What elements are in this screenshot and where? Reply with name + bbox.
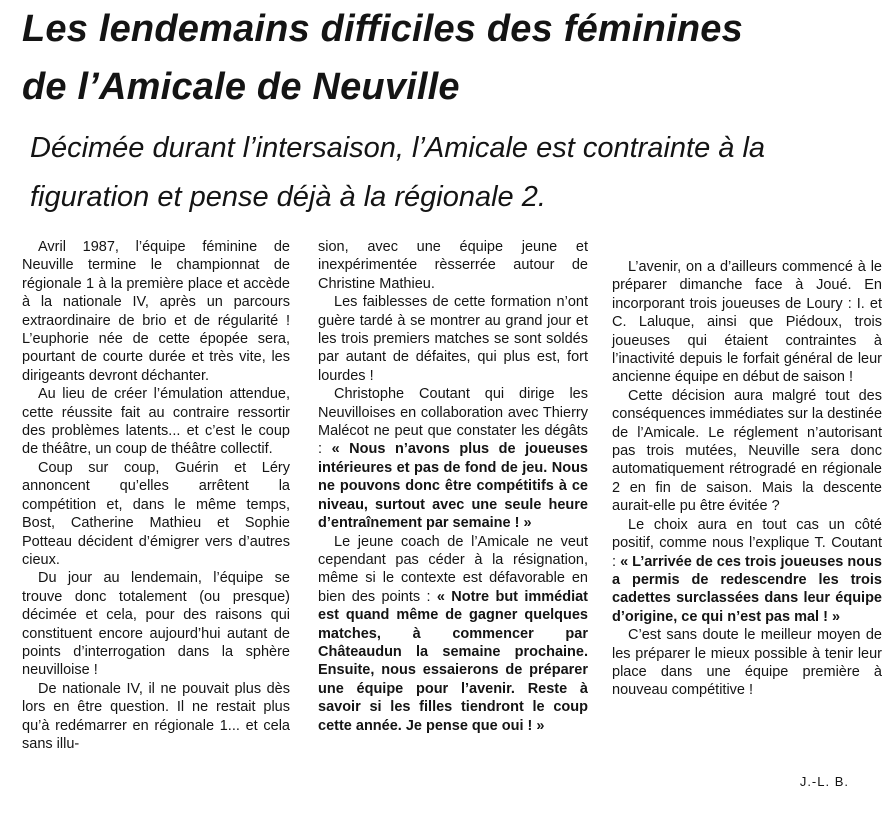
subheadline bbox=[30, 124, 880, 222]
paragraph: Avril 1987, l’équipe féminine de Neuville termine le championnat de régionale 1 à la première place et accède à la nationale IV, après un parcours extraordinaire de brio et de régularité ! L’euphorie née de cette épopée sera, pourtant de courte durée et très vite, les dirigeants devront déchanter. bbox=[22, 239, 290, 384]
paragraph: sion, avec une équipe jeune et inexpérimentée rèsserrée autour de Christine Mathieu. bbox=[318, 239, 588, 292]
paragraph bbox=[612, 516, 882, 626]
paragraph bbox=[318, 533, 588, 735]
paragraph: L’avenir, on a d’ailleurs commencé à le préparer dimanche face à Joué. En incorporant trois joueuses de Loury : I. et C. Laluque, ainsi que Piédoux, trois joueuses qui étaient contraintes à l’inactivité depuis le forfait général de leur ancienne équipe en début de saison ! bbox=[612, 259, 882, 386]
coach-quote: « Nous n’avons plus de joueuses intérieures et pas de fond de jeu. Nous ne pouvons donc être compétitifs à ce niveau, surtout avec une seule heure d’entraînement par semaine ! » bbox=[318, 441, 588, 532]
subheadline-line-1: Décimée durant l’intersaison, l’Amicale est contrainte à la bbox=[30, 132, 766, 164]
coach-quote: « L’arrivée de ces trois joueuses nous a permis de redescendre les trois cadettes surclassées dans leur équipe d’origine, ce qui n’est pas mal ! » bbox=[612, 553, 882, 625]
coach-quote: « Notre but immédiat est quand même de gagner quelques matches, à commencer par Châteaudun la semaine prochaine. Ensuite, nous essaierons de préparer une équipe pour l’avenir. Reste à savoir si les filles tiendront le coup cette année. Je pense que oui ! » bbox=[318, 588, 588, 734]
headline-line-1: Les lendemains difficiles des féminines bbox=[22, 8, 743, 50]
article-column-1 bbox=[22, 238, 290, 753]
paragraph-text: Le choix aura en tout cas un côté positif, comme nous l’explique T. Coutant : bbox=[612, 516, 882, 570]
paragraph: De nationale IV, il ne pouvait plus dès lors en être question. Il ne restait plus qu’à redémarrer en régionale 1... et cela sans illu- bbox=[22, 680, 290, 752]
article-column-3 bbox=[612, 258, 882, 700]
subheadline-line-2: figuration et pense déjà à la régionale 2. bbox=[30, 181, 546, 213]
headline-line-2: de l’Amicale de Neuville bbox=[22, 66, 460, 108]
paragraph-text: Christophe Coutant qui dirige les Neuvilloises en collaboration avec Thierry Malécot ne peut que constater les dégâts : bbox=[318, 386, 588, 458]
paragraph: Cette décision aura malgré tout des conséquences immédiates sur la destinée de l’Amicale. Le réglement n’autorisant pas trois mutées, Neuville sera donc automatiquement rétrogradé en régionale 2 en fin de saison. Mais la descente aurait-elle pu être évitée ? bbox=[612, 387, 883, 515]
paragraph: Au lieu de créer l’émulation attendue, cette réussite fait au contraire ressortir des problèmes latents... et c’est le coup de théâtre, un coup de théâtre collectif. bbox=[22, 386, 290, 458]
author-signature: J.-L. B. bbox=[799, 774, 849, 789]
paragraph: Coup sur coup, Guérin et Léry annoncent qu’elles arrêtent la compétition et, dans le même temps, Bost, Catherine Mathieu et Sophie Potteau décident d’émigrer vers d’autres cieux. bbox=[22, 459, 290, 568]
headline bbox=[22, 0, 882, 116]
paragraph: C’est sans doute le meilleur moyen de les préparer le mieux possible à tenir leur place dans une équipe première à nouveau compétitive ! bbox=[612, 627, 882, 699]
article-column-2 bbox=[318, 238, 588, 735]
paragraph: Du jour au lendemain, l’équipe se trouve donc totalement (ou presque) décimée et cela, pour des raisons qui constituent encore aujourd’hui autant de points d’interrogation dans la sphère neuvilloise ! bbox=[22, 570, 290, 679]
paragraph: Les faiblesses de cette formation n’ont guère tardé à se montrer au grand jour et les trois premiers matches se sont soldés par autant de défaites, qui plus est, fort lourdes ! bbox=[318, 294, 588, 384]
paragraph bbox=[318, 385, 588, 532]
paragraph-text: Le jeune coach de l’Amicale ne veut cependant pas céder à la résignation, même si le contexte est défavorable en bien des points : bbox=[318, 533, 588, 605]
